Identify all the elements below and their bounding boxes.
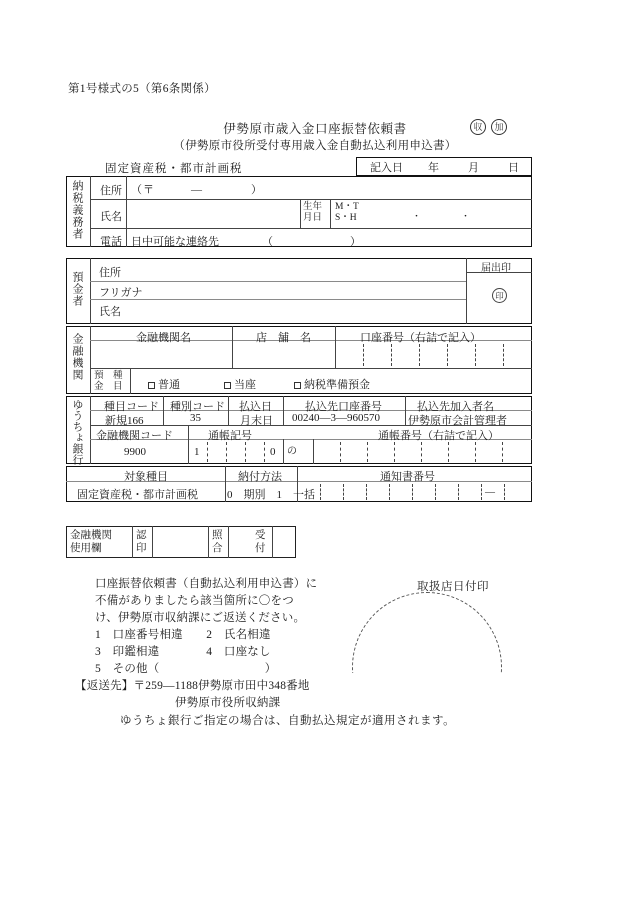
taxpayer-name-label: 氏名 — [100, 211, 122, 223]
divider — [232, 326, 233, 368]
divider — [126, 176, 127, 247]
divider — [272, 526, 273, 558]
taxpayer-address-label: 住所 — [100, 185, 122, 197]
entry-date-label: 記入日 — [370, 161, 403, 174]
form-code: 第1号様式の5（第6条関係） — [68, 83, 216, 95]
taxpayer-phone-note: 日中可能な連絡先 — [131, 236, 219, 248]
yucho-payee-account-value: 00240—3—960570 — [292, 412, 380, 424]
note-line-1: 口座振替依頼書（自動払込利用申込書）に — [95, 578, 318, 590]
bank-use-field-ninin: 認 印 — [136, 530, 147, 554]
depositor-name-label: 氏名 — [99, 306, 121, 318]
yucho-payee-name-value: 伊勢原市会計管理者 — [408, 415, 507, 427]
yucho-payment-date-value: 月末日 — [240, 415, 273, 427]
deposit-type-option-toza[interactable]: 当座 — [224, 376, 256, 392]
depositor-furigana-label: フリガナ — [99, 287, 143, 299]
bank-use-field-shogo: 照 合 — [212, 530, 223, 554]
notice-number-header: 通知書番号 — [380, 471, 435, 483]
payment-method-value[interactable]: 0 期別 1 一括 — [227, 489, 315, 501]
payment-method-header: 納付方法 — [238, 471, 282, 483]
footer-note: ゆうちょ銀行ご指定の場合は、自動払込規定が適用されます。 — [120, 715, 456, 727]
depositor-address-label: 住所 — [99, 267, 121, 279]
divider — [90, 299, 466, 300]
yucho-side-label: ゆうちょ銀行 — [71, 399, 83, 465]
divider — [152, 526, 153, 558]
divider — [90, 176, 91, 247]
divider — [163, 396, 164, 425]
page-subtitle: （伊勢原市役所受付専用歳入金自動払込利用申込書） — [173, 140, 457, 152]
divider — [188, 425, 189, 464]
return-address-line-2: 伊勢原市役所収納課 — [175, 697, 281, 709]
checkbox-nozei-junbi[interactable] — [294, 382, 301, 389]
era-selector[interactable]: M・T S・H — [335, 202, 359, 223]
stamp-shu-icon: 収 — [470, 119, 486, 135]
divider — [466, 258, 467, 324]
note-item-3[interactable]: 5 その他（ ） — [95, 663, 277, 675]
birth-dot-1: ・ — [412, 211, 422, 221]
taxpayer-phone-label: 電話 — [100, 236, 122, 248]
note-item-1[interactable]: 1 口座番号相違 2 氏名相違 — [95, 629, 271, 641]
yucho-bank-code-header: 金融機関コード — [96, 430, 173, 442]
bank-use-field-uketsuke: 受 付 — [255, 530, 266, 554]
financial-institution-side-label: 金融機関 — [71, 333, 83, 381]
phone-paren-open: （ — [262, 236, 273, 248]
divider — [90, 396, 91, 464]
yucho-payment-date-header: 払込日 — [239, 401, 272, 413]
deposit-type-option-nozei[interactable]: 納税準備預金 — [294, 376, 370, 392]
date-stamp-area-label: 取扱店日付印 — [417, 581, 489, 593]
deposit-type-label: 預 種 金 目 — [94, 371, 123, 392]
note-item-2[interactable]: 3 印鑑相違 4 口座なし — [95, 646, 271, 658]
tax-kind-header-label: 固定資産税・都市計画税 — [105, 163, 243, 175]
target-kind-header: 対象種目 — [124, 471, 168, 483]
yucho-item-code-value: 新規166 — [105, 415, 144, 427]
seal-stamp-icon: 印 — [492, 288, 507, 303]
stamp-ka-icon: 加 — [491, 119, 507, 135]
divider — [228, 526, 229, 558]
notice-number-dash: — — [485, 487, 495, 498]
passbook-number-header: 通帳番号（右詰で記入） — [378, 430, 499, 442]
divider — [405, 396, 406, 425]
divider — [283, 439, 284, 464]
note-line-3: け、伊勢原市収納課にご返送ください。 — [95, 612, 306, 624]
divider — [330, 199, 331, 228]
divider — [90, 281, 466, 282]
birth-dot-2: ・ — [461, 211, 471, 221]
branch-name-header: 店 舗 名 — [256, 332, 311, 344]
divider — [208, 526, 209, 558]
seal-box-title: 届出印 — [481, 263, 511, 274]
passbook-no-particle: の — [287, 446, 297, 457]
divider — [132, 526, 133, 558]
yucho-type-code-value: 35 — [190, 412, 201, 424]
yucho-bank-code-value: 9900 — [124, 446, 146, 458]
divider — [90, 326, 91, 394]
passbook-symbol-first: 1 — [194, 446, 200, 458]
yucho-payee-account-header: 払込先口座番号 — [305, 401, 382, 413]
divider — [130, 368, 131, 394]
yucho-item-code-header: 種目コード — [104, 401, 159, 413]
yucho-type-code-header: 種別コード — [170, 401, 225, 413]
depositor-side-label: 預金者 — [71, 271, 83, 307]
entry-date-row — [356, 157, 532, 176]
entry-date-day[interactable]: 日 — [508, 161, 519, 174]
passbook-symbol-last: 0 — [270, 446, 276, 458]
taxpayer-postal-code-field[interactable]: （〒 — ） — [131, 184, 263, 196]
account-number-header: 口座番号（右詰で記入） — [360, 332, 481, 344]
divider — [90, 228, 532, 229]
divider — [283, 396, 284, 425]
divider — [300, 199, 301, 228]
return-address-line-1: 【返送先】〒259—1188伊勢原市田中348番地 — [75, 680, 310, 692]
divider — [228, 396, 229, 425]
deposit-type-option-futsu[interactable]: 普通 — [148, 376, 180, 392]
header-stamp-group — [470, 119, 507, 135]
phone-paren-close: ） — [350, 236, 361, 248]
checkbox-toza[interactable] — [224, 382, 231, 389]
passbook-symbol-header: 通帳記号 — [208, 430, 252, 442]
divider — [90, 258, 91, 324]
entry-date-year[interactable]: 年 — [428, 161, 439, 174]
divider — [90, 199, 532, 200]
bank-use-label: 金融機関 使用欄 — [70, 530, 112, 554]
yucho-payee-name-header: 払込先加入者名 — [417, 401, 494, 413]
notes-block — [75, 576, 318, 712]
target-kind-value: 固定資産税・都市計画税 — [77, 489, 198, 501]
divider — [335, 326, 336, 368]
birthdate-label: 生年 月日 — [303, 202, 323, 223]
page-title: 伊勢原市歳入金口座振替依頼書 — [223, 122, 407, 136]
divider — [225, 466, 226, 502]
taxpayer-side-label: 納税義務者 — [71, 180, 83, 240]
divider — [313, 439, 314, 464]
note-line-2: 不備がありましたら該当箇所に〇をつ — [95, 595, 294, 607]
entry-date-month[interactable]: 月 — [468, 161, 479, 174]
bank-name-header: 金融機関名 — [136, 332, 191, 344]
checkbox-futsu[interactable] — [148, 382, 155, 389]
divider — [90, 368, 532, 369]
